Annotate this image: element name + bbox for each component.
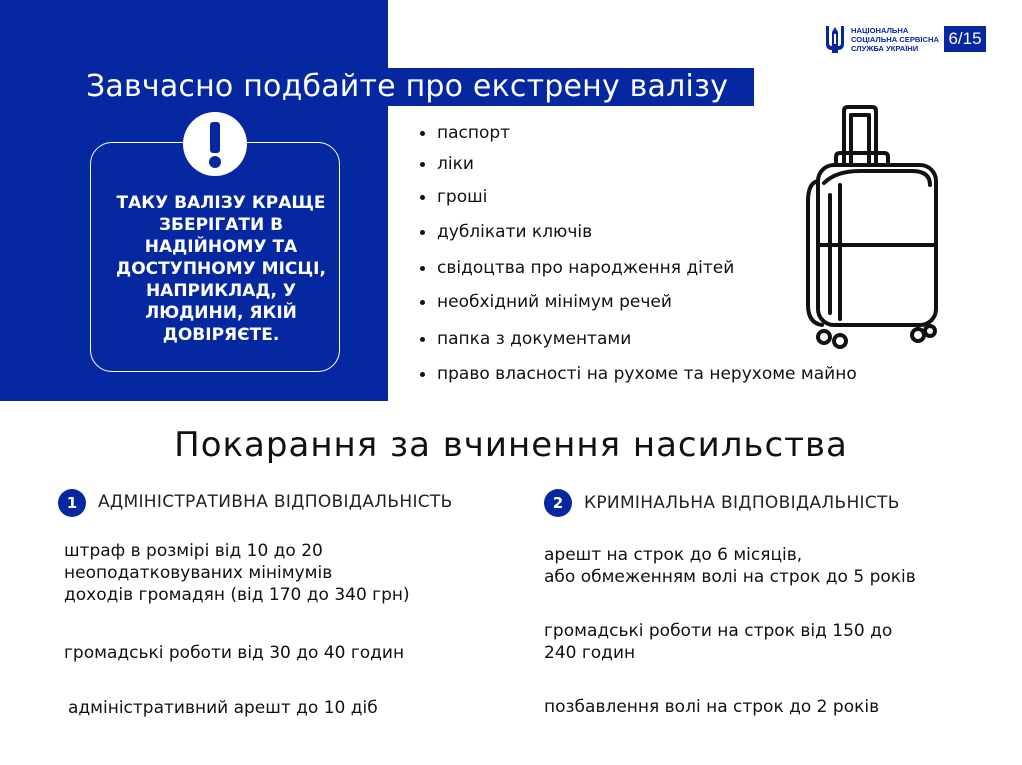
number-badge: 2 bbox=[544, 489, 572, 517]
list-item: дублікати ключів bbox=[420, 222, 592, 242]
administrative-penalty: адміністративний арешт до 10 діб bbox=[68, 698, 378, 718]
list-item: гроші bbox=[420, 187, 487, 207]
criminal-penalty: арешт на строк до 6 місяців, або обмеженням волі на строк до 5 років bbox=[544, 545, 916, 587]
logo-text: НАЦІОНАЛЬНА СОЦІАЛЬНА СЕРВІСНА СЛУЖБА УКРАЇНИ bbox=[851, 25, 939, 53]
exclamation-icon bbox=[183, 112, 247, 176]
section-title: Покарання за вчинення насильства bbox=[174, 425, 848, 465]
list-item: свідоцтва про народження дітей bbox=[420, 258, 734, 278]
tip-text: ТАКУ ВАЛІЗУ КРАЩЕ ЗБЕРІГАТИ В НАДІЙНОМУ ТА ДОСТУПНОМУ МІСЦІ, НАПРИКЛАД, У ЛЮДИНИ, ЯКІЙ ДОВІРЯЄТЕ. bbox=[116, 193, 326, 345]
page-title: Завчасно подбайте про екстрену валізу bbox=[80, 68, 754, 106]
number-badge: 1 bbox=[58, 489, 86, 517]
nsss-logo bbox=[824, 22, 939, 56]
list-item: паспорт bbox=[420, 123, 510, 143]
administrative-penalty: штраф в розмірі від 10 до 20 неоподатковуваних мінімумів доходів громадян (від 170 до 340 грн) bbox=[64, 541, 410, 605]
administrative-heading: АДМІНІСТРАТИВНА ВІДПОВІДАЛЬНІСТЬ bbox=[98, 492, 453, 512]
list-item: необхідний мінімум речей bbox=[420, 292, 672, 312]
list-item: право власності на рухоме та нерухоме майно bbox=[420, 364, 857, 384]
criminal-penalty: громадські роботи на строк від 150 до 240 годин bbox=[544, 621, 893, 663]
suitcase-icon bbox=[800, 105, 940, 350]
list-item: папка з документами bbox=[420, 329, 631, 349]
criminal-heading: КРИМІНАЛЬНА ВІДПОВІДАЛЬНІСТЬ bbox=[584, 493, 900, 513]
list-item: ліки bbox=[420, 154, 474, 174]
administrative-penalty: громадські роботи від 30 до 40 годин bbox=[64, 643, 405, 663]
criminal-penalty: позбавлення волі на строк до 2 років bbox=[544, 697, 880, 717]
page-number: 6/15 bbox=[944, 26, 986, 52]
trident-logo-icon bbox=[824, 24, 846, 54]
